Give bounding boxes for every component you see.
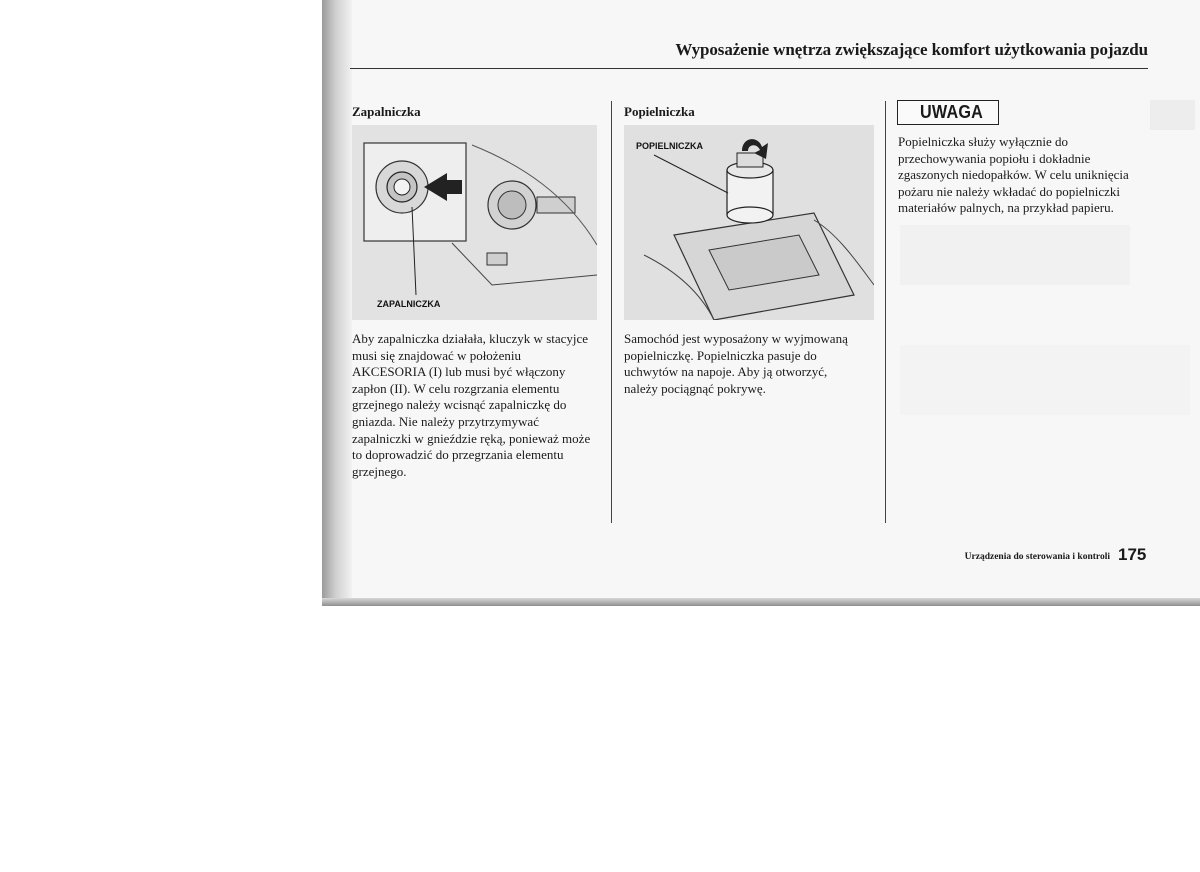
text-line: to doprowadzić do przegrzania elementu <box>352 447 564 463</box>
lighter-text <box>352 331 590 480</box>
text-line: grzejnego. <box>352 463 407 479</box>
text-line: materiałów palnych, na przykład papieru. <box>898 200 1114 216</box>
header-rule <box>350 68 1148 69</box>
text-line: Aby zapalniczka działała, kluczyk w stacyjce <box>352 331 589 346</box>
ashtray-figure <box>624 125 874 320</box>
warning-text <box>898 134 1129 217</box>
lighter-heading: Zapalniczka <box>352 104 421 119</box>
text-line: przechowywania popiołu i dokładnie <box>898 150 1091 166</box>
lighter-figure <box>352 125 597 320</box>
text-line: zapłon (II). W celu rozgrzania elementu <box>352 380 560 396</box>
column-divider <box>885 101 886 523</box>
text-line: grzejnego należy wcisnąć zapalniczkę do <box>352 397 567 413</box>
text-line: uchwytów na napoje. Aby ją otworzyć, <box>624 364 828 380</box>
text-line: pożaru nie należy wkładać do popielniczki <box>898 183 1120 199</box>
bleed-through-mark <box>900 345 1190 415</box>
page-binding-shadow <box>322 0 352 605</box>
ashtray-illustration <box>624 125 874 320</box>
bleed-through-mark <box>1150 100 1195 130</box>
text-line: zapalniczki w gnieździe ręką, ponieważ może <box>352 430 591 446</box>
column-divider <box>611 101 612 523</box>
page-number: 175 <box>1118 545 1147 564</box>
bleed-through-mark <box>900 225 1130 285</box>
text-line: AKCESORIA (I) lub musi być włączony <box>352 364 566 380</box>
text-line: gniazda. Nie należy przytrzymywać <box>352 413 539 429</box>
ashtray-heading: Popielniczka <box>624 104 695 119</box>
warning-box <box>897 100 999 125</box>
page-bottom-edge <box>322 598 1200 606</box>
text-line: Popielniczka służy wyłącznie do <box>898 134 1069 149</box>
text-line: musi się znajdować w położeniu <box>352 347 521 363</box>
text-line: należy pociągnąć pokrywę. <box>624 380 766 396</box>
lighter-figure-label: ZAPALNICZKA <box>377 299 441 309</box>
warning-label: UWAGA <box>920 102 983 122</box>
ashtray-text <box>624 331 848 397</box>
ashtray-figure-label: POPIELNICZKA <box>636 141 704 151</box>
text-line: popielniczkę. Popielniczka pasuje do <box>624 347 817 363</box>
text-line: zgaszonych niedopałków. W celu uniknięcia <box>898 167 1129 183</box>
text-line: Samochód jest wyposażony w wyjmowaną <box>624 331 848 346</box>
page-title: Wyposażenie wnętrza zwiększające komfort użytkowania pojazdu <box>675 40 1148 59</box>
footer-section-title: Urządzenia do sterowania i kontroli <box>964 552 1110 562</box>
lighter-illustration <box>352 125 597 320</box>
